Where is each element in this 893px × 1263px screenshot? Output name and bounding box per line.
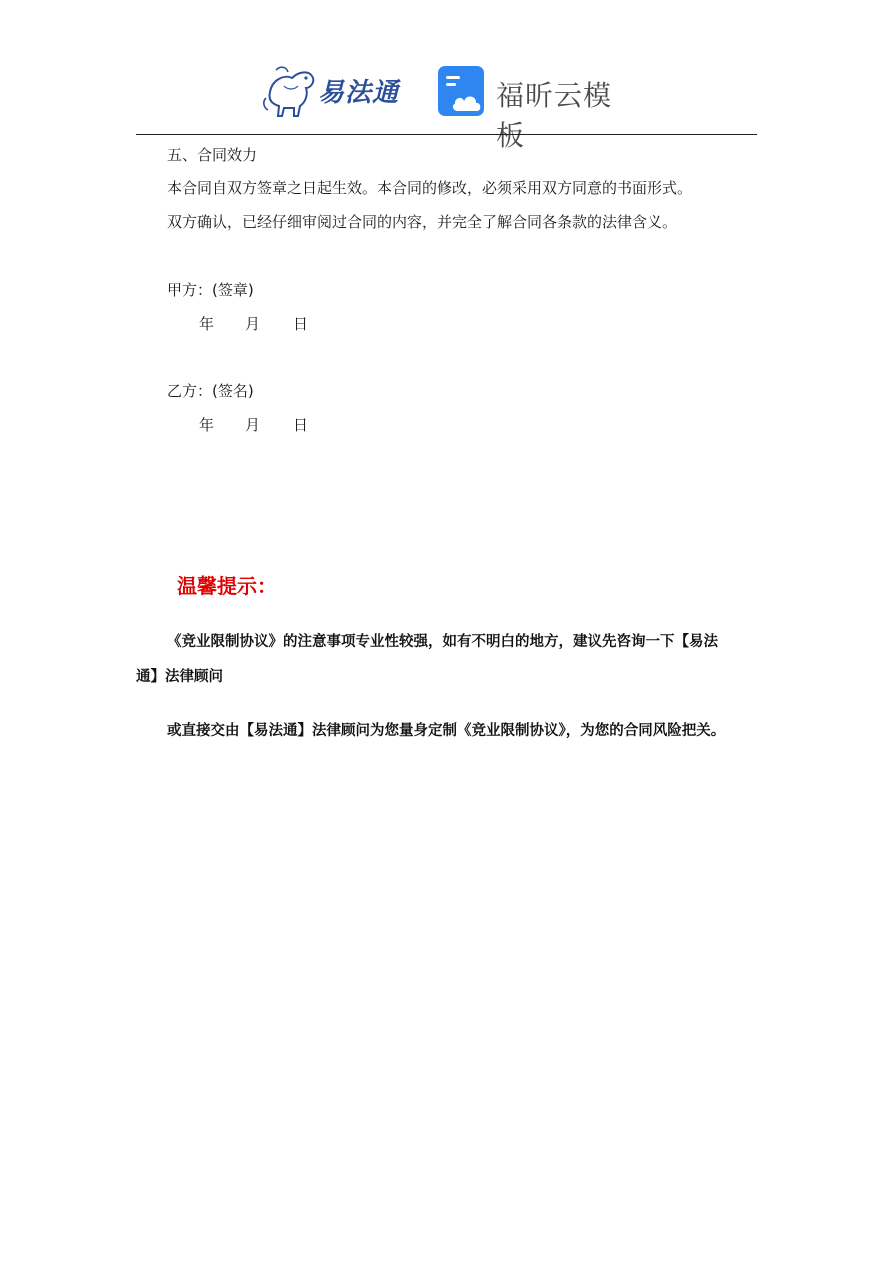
month-label: 月 [245,315,261,333]
qilin-mascot-icon [262,62,322,118]
section-heading: 五、合同效力 [167,146,258,164]
day-label: 日 [293,315,309,333]
party-b-signature: 乙方：(签名) [167,382,254,400]
header-divider [136,134,757,135]
day-label: 日 [293,416,309,434]
party-b-date [167,415,367,435]
tip-line-1: 《竞业限制协议》的注意事项专业性较强，如有不明白的地方，建议先咨询一下【易法 [167,633,718,650]
foxit-cloud-template-logo [436,64,636,152]
page-header [0,58,893,152]
clause-paragraph-2: 双方确认，已经仔细审阅过合同的内容，并完全了解合同各条款的法律含义。 [167,213,678,231]
year-label: 年 [199,315,215,333]
month-label: 月 [245,416,261,434]
yifatong-logo [262,62,412,118]
party-a-date [167,314,367,334]
clause-paragraph-1: 本合同自双方签章之日起生效。本合同的修改，必须采用双方同意的书面形式。 [167,179,693,197]
foxit-brand-text: 福昕云模板 [496,79,613,152]
yifatong-brand-text: 易法通 [318,78,400,108]
year-label: 年 [199,416,215,434]
cloud-document-icon [436,64,490,118]
tip-title: 温馨提示： [177,574,277,598]
party-a-signature: 甲方：(签章) [167,281,254,299]
tip-line-3: 或直接交由【易法通】法律顾问为您量身定制《竞业限制协议》，为您的合同风险把关。 [167,722,726,739]
tip-line-2: 通】法律顾问 [136,668,223,685]
